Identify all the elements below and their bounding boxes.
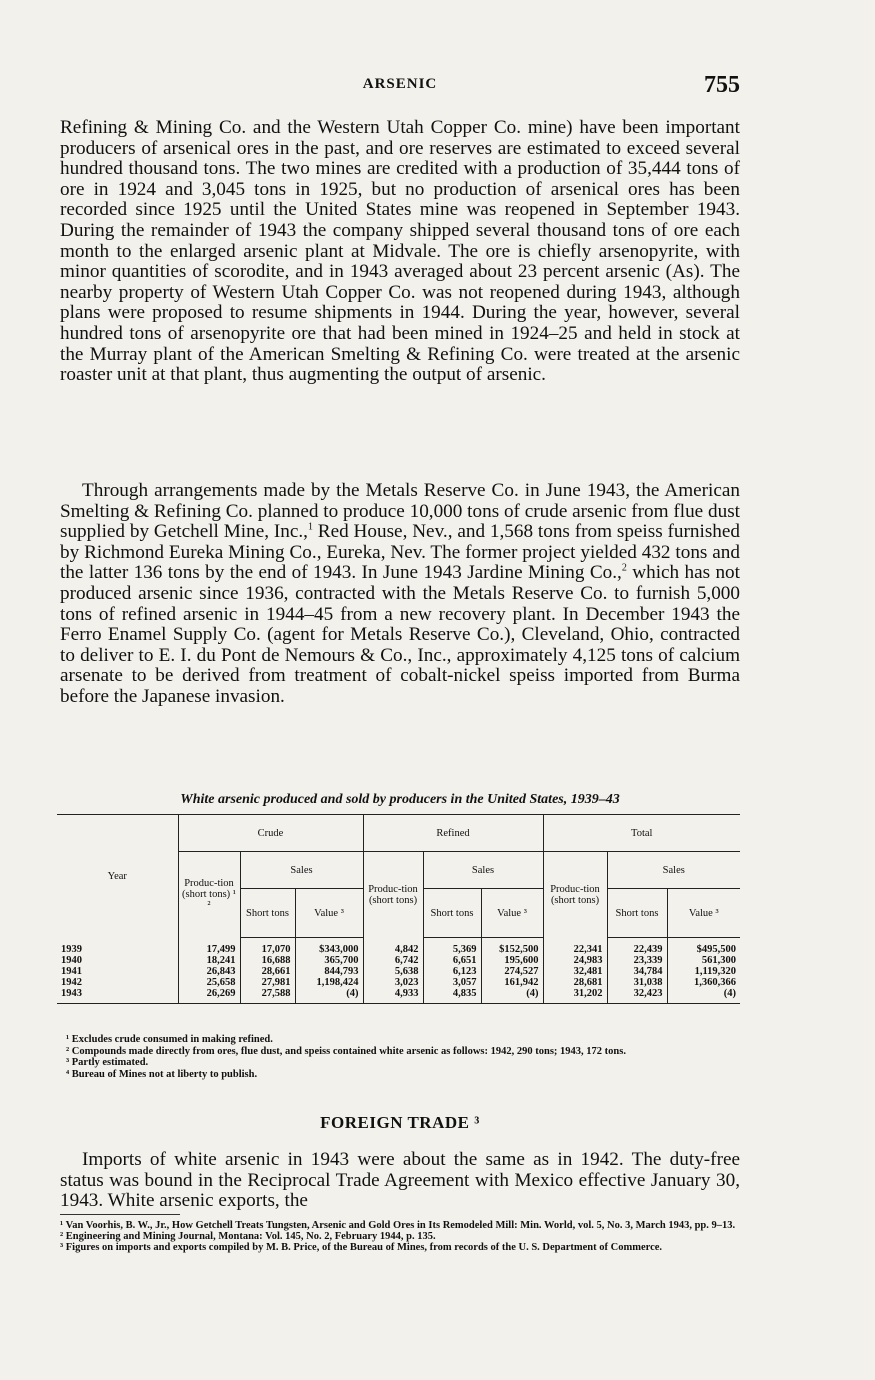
arsenic-table	[57, 814, 740, 1004]
paragraph-2-part-c: which has not produced arsenic since 1936, contracted with the Metals Reserve Co. to furnish 5,000 tons of refined arsenic in 1944–45 from a new recovery plant. In December 1943 the Ferro Enamel Supply Co. (agent for Metals Reserve Co.), Cleveland, Ohio, contracted to deliver to E. I. du Pont de Nemours & Co., Inc., approximately 4,125 tons of calcium arsenate to be derived from treatment of cobalt-nickel speiss imported from Burma before the Japanese invasion.	[60, 562, 740, 707]
header-total-production: Produc-tion (short tons)	[543, 852, 607, 938]
cell-crude-tons: 16,688	[240, 955, 295, 966]
cell-refined-production: 5,638	[363, 966, 423, 977]
table-row	[57, 977, 740, 988]
header-total-short-tons: Short tons	[607, 889, 667, 938]
page-footnote: ³ Figures on imports and exports compiled by M. B. Price, of the Bureau of Mines, from records of the U. S. Department of Commerce.	[60, 1242, 663, 1253]
cell-crude-tons: 27,981	[240, 977, 295, 988]
cell-total-production: 28,681	[543, 977, 607, 988]
table-row	[57, 938, 740, 956]
cell-crude-value: $343,000	[295, 938, 363, 956]
paragraph-1: Refining & Mining Co. and the Western Utah Copper Co. mine) have been important producers of arsenical ores in the past, and ore reserves are estimated to exceed several hundred thousand tons. The two mines are credited with a production of 35,444 tons of ore in 1924 and 3,045 tons in 1925, but no production of arsenical ores has been recorded since 1925 until the United States mine was reopened in September 1943. During the remainder of 1943 the company shipped several thousand tons of ore each month to the enlarged arsenic plant at Midvale. The ore is chiefly arsenopyrite, with minor quantities of scorodite, and in 1943 averaged about 23 percent arsenic (As). The nearby property of Western Utah Copper Co. was not reopened during 1943, although plans were proposed to resume shipments in 1944. During the year, however, several hundred tons of arsenopyrite ore that had been mined in 1924–25 and held in stock at the Murray plant of the American Smelting & Refining Co. were treated at the arsenic roaster unit at that plant, thus augmenting the output of arsenic.	[60, 117, 740, 386]
page-number: 755	[704, 72, 740, 98]
header-year: Year	[57, 815, 178, 938]
paragraph-3: Imports of white arsenic in 1943 were about the same as in 1942. The duty-free status was bound in the Reciprocal Trade Agreement with Mexico effective January 30, 1943. White arsenic exports, the	[60, 1149, 740, 1212]
cell-total-production: 31,202	[543, 988, 607, 1004]
header-refined-production: Produc-tion (short tons)	[363, 852, 423, 938]
cell-total-tons: 32,423	[607, 988, 667, 1004]
cell-crude-production: 26,269	[178, 988, 240, 1004]
cell-refined-production: 4,842	[363, 938, 423, 956]
table-footnote: ³ Partly estimated.	[66, 1057, 149, 1068]
header-refined-short-tons: Short tons	[423, 889, 481, 938]
page-header	[60, 72, 740, 102]
header-refined: Refined	[363, 815, 543, 852]
section-heading: FOREIGN TRADE ³	[320, 1113, 480, 1132]
cell-total-value: 561,300	[701, 955, 736, 966]
cell-year: 1941	[57, 966, 178, 977]
header-crude-sales: Sales	[240, 852, 363, 889]
cell-refined-value: (4)	[481, 988, 543, 1004]
cell-crude-production: 18,241	[178, 955, 240, 966]
paragraph-2	[60, 481, 740, 708]
cell-crude-tons: 27,588	[240, 988, 295, 1004]
header-crude-short-tons: Short tons	[240, 889, 295, 938]
cell-refined-tons: 4,835	[423, 988, 481, 1004]
header-total: Total	[543, 815, 740, 852]
cell-crude-tons: 17,070	[240, 938, 295, 956]
cell-year: 1939	[57, 938, 178, 956]
cell-refined-production: 3,023	[363, 977, 423, 988]
cell-total-production: 24,983	[543, 955, 607, 966]
footnote-ref-1: 1	[307, 521, 313, 533]
cell-refined-tons: 6,651	[423, 955, 481, 966]
cell-year: 1942	[57, 977, 178, 988]
header-total-value: Value ³	[667, 889, 740, 938]
cell-crude-production: 25,658	[178, 977, 240, 988]
cell-refined-tons: 5,369	[423, 938, 481, 956]
cell-total-tons: 22,439	[607, 938, 667, 956]
page-footnotes	[60, 1220, 740, 1253]
cell-total-tons: 34,784	[607, 966, 667, 977]
table-footnote: ⁴ Bureau of Mines not at liberty to publish.	[66, 1068, 258, 1080]
table-footnote: ¹ Excludes crude consumed in making refined.	[66, 1034, 273, 1045]
cell-total-production: 32,481	[543, 966, 607, 977]
cell-year: 1943	[57, 988, 178, 1004]
footnote-ref-2: 2	[621, 562, 627, 574]
cell-crude-production: 26,843	[178, 966, 240, 977]
table-row	[57, 955, 740, 966]
cell-refined-value: $152,500	[481, 938, 543, 956]
cell-crude-value: 1,198,424	[295, 977, 363, 988]
cell-year: 1940	[57, 955, 178, 966]
header-total-sales: Sales	[607, 852, 740, 889]
cell-crude-value: 844,793	[295, 966, 363, 977]
cell-crude-value: (4)	[295, 988, 363, 1004]
cell-total-value: 1,119,320	[694, 966, 736, 977]
cell-crude-production: 17,499	[178, 938, 240, 956]
page-footnote: ² Engineering and Mining Journal, Montana: Vol. 145, No. 2, February 1944, p. 135.	[60, 1231, 436, 1242]
cell-total-production: 22,341	[543, 938, 607, 956]
table-row	[57, 988, 740, 1004]
cell-refined-tons: 3,057	[423, 977, 481, 988]
header-refined-value: Value ³	[481, 889, 543, 938]
header-crude-value: Value ³	[295, 889, 363, 938]
table-title: White arsenic produced and sold by producers in the United States, 1939–43	[180, 792, 620, 807]
cell-refined-production: 6,742	[363, 955, 423, 966]
cell-refined-value: 195,600	[481, 955, 543, 966]
paragraph-2-part-a: Through arrangements made by the Metals Reserve Co. in June 1943, the American Smelting & Refining Co. planned to produce 10,000 tons of crude arsenic from flue dust supplied by Getchell Mine, Inc.,	[60, 480, 740, 543]
paragraph-2-part-b: Red House, Nev., and 1,568 tons from speiss furnished by Richmond Eureka Mining Co., Eureka, Nev. The former project yielded 432 tons and the latter 136 tons by the end of 1943. In June 1943 Jardine Mining Co.,	[60, 521, 741, 584]
header-crude-production: Produc-tion (short tons) ¹ ²	[178, 852, 240, 938]
cell-refined-production: 4,933	[363, 988, 423, 1004]
cell-total-value: $495,500	[696, 944, 736, 955]
table-footnotes	[60, 1034, 740, 1080]
cell-refined-tons: 6,123	[423, 966, 481, 977]
header-refined-sales: Sales	[423, 852, 543, 889]
table-body	[57, 938, 740, 1004]
header-crude: Crude	[178, 815, 363, 852]
cell-total-value: 1,360,366	[694, 977, 736, 988]
cell-total-value: (4)	[667, 988, 740, 1004]
page-footnote: ¹ Van Voorhis, B. W., Jr., How Getchell Treats Tungsten, Arsenic and Gold Ores in Its Remodeled Mill: Min. World, vol. 5, No. 3, March 1943, pp. 9–13.	[60, 1220, 736, 1231]
table-row	[57, 966, 740, 977]
cell-refined-value: 274,527	[481, 966, 543, 977]
cell-crude-tons: 28,661	[240, 966, 295, 977]
cell-total-tons: 23,339	[607, 955, 667, 966]
running-title: ARSENIC	[362, 76, 438, 92]
table-footnote: ² Compounds made directly from ores, flue dust, and speiss contained white arsenic as follows: 1942, 290 tons; 1943, 172 tons.	[66, 1045, 626, 1057]
cell-crude-value: 365,700	[295, 955, 363, 966]
cell-refined-value: 161,942	[481, 977, 543, 988]
footnote-rule	[60, 1214, 180, 1215]
cell-total-tons: 31,038	[607, 977, 667, 988]
